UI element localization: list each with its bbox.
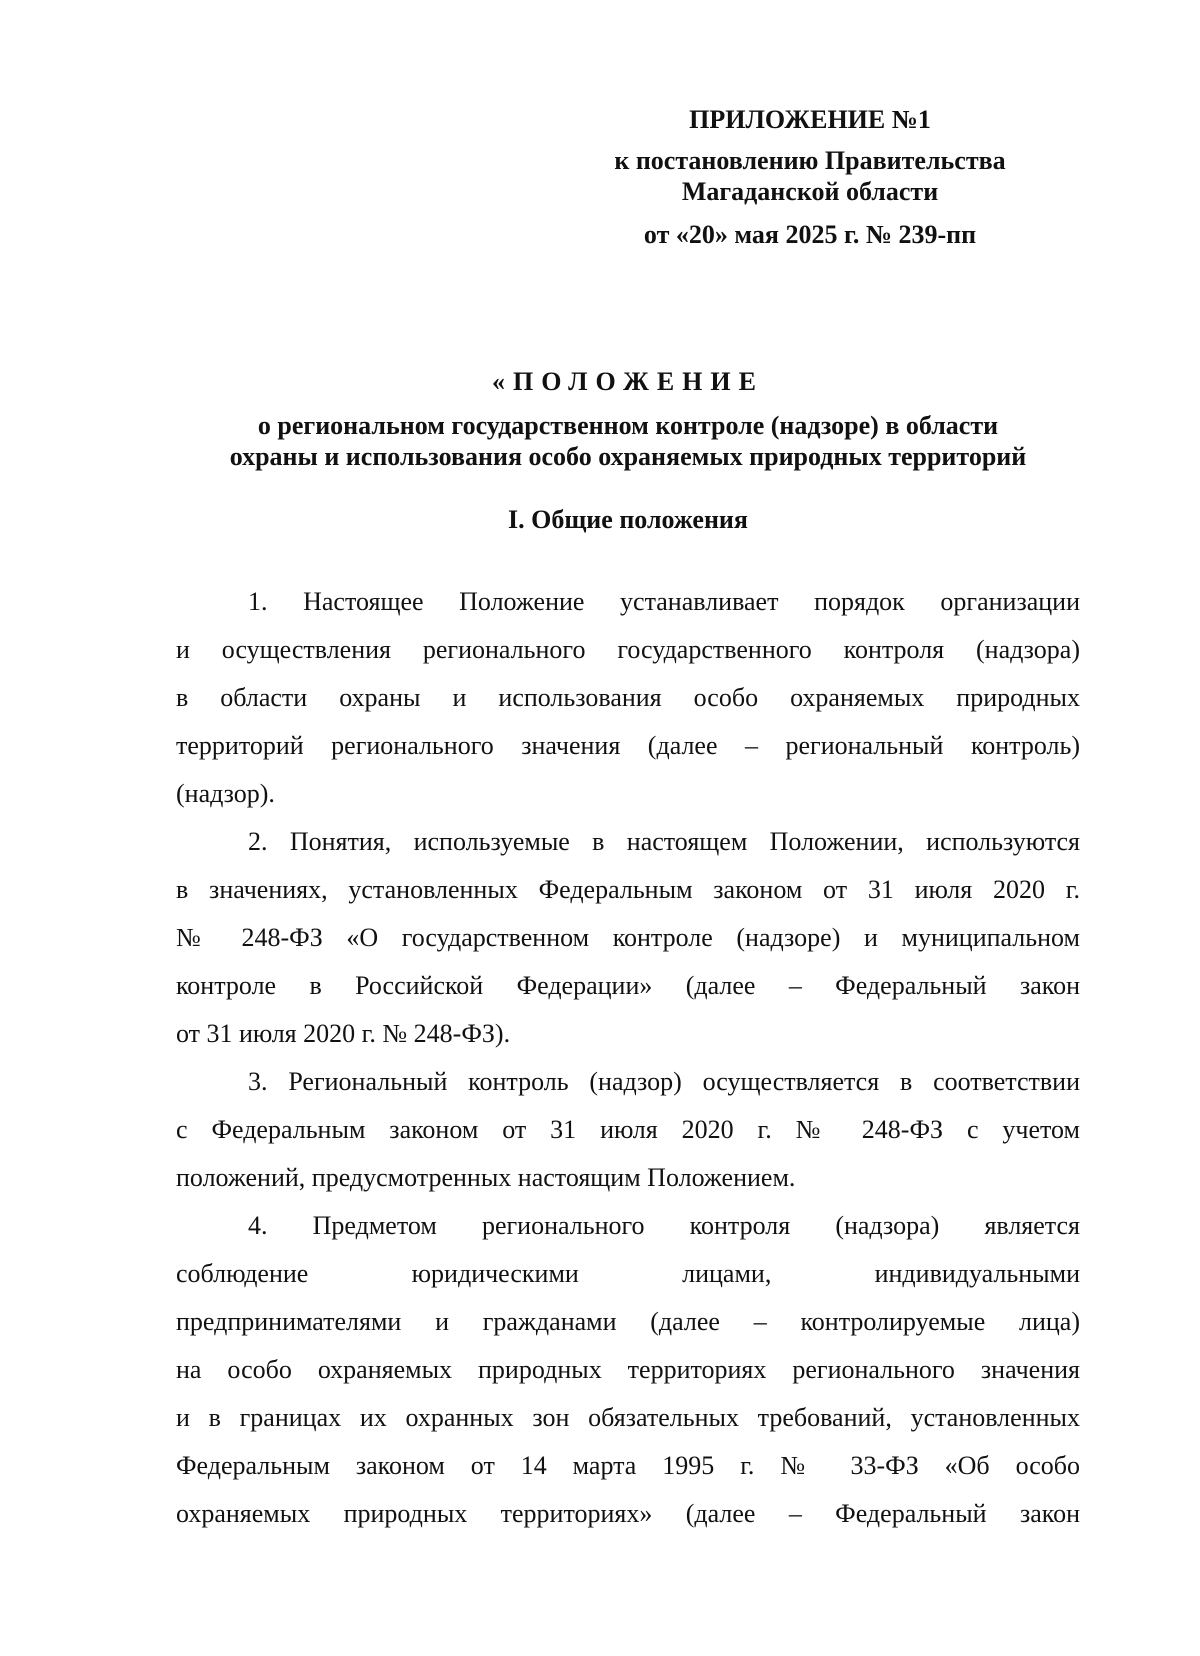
text-line: контроле в Российской Федерации» (далее – Федеральный закон: [176, 971, 1080, 1000]
text-line: положений, предусмотренных настоящим Положением.: [176, 1163, 796, 1192]
appendix-date: от «20» мая 2025 г. № 239-пп: [643, 220, 977, 249]
text-line: охраняемых природных территориях» (далее – Федеральный закон: [176, 1499, 1080, 1528]
text-line: № 248-ФЗ «О государственном контроле (надзоре) и муниципальном: [176, 923, 1080, 952]
text-line: в области охраны и использования особо охраняемых природных: [176, 683, 1080, 712]
section-heading: I. Общие положения: [508, 505, 748, 534]
paragraph-4: [176, 1202, 1080, 1538]
text-line: Федеральным законом от 14 марта 1995 г. № 33-ФЗ «Об особо: [176, 1451, 1080, 1480]
text-line: 1. Настоящее Положение устанавливает порядок организации: [248, 587, 1080, 616]
appendix-line-1: к постановлению Правительства: [614, 146, 1006, 175]
document-title: «ПОЛОЖЕНИЕ: [492, 367, 764, 396]
text-line: на особо охраняемых природных территориях регионального значения: [176, 1355, 1080, 1384]
paragraph-1: [176, 578, 1080, 818]
text-line: и осуществления регионального государственного контроля (надзора): [176, 635, 1080, 664]
document-subtitle: [176, 410, 1080, 472]
paragraph-3: [176, 1058, 1080, 1202]
paragraph-2: [176, 818, 1080, 1058]
text-line: 2. Понятия, используемые в настоящем Положении, используются: [248, 827, 1080, 856]
text-line: (надзор).: [176, 779, 275, 808]
text-line: территорий регионального значения (далее – региональный контроль): [176, 731, 1080, 760]
text-line: соблюдение юридическими лицами, индивидуальными: [176, 1259, 1080, 1288]
body-text: [176, 578, 1080, 1538]
text-line: предпринимателями и гражданами (далее – контролируемые лица): [176, 1307, 1080, 1336]
appendix-title: ПРИЛОЖЕНИЕ №1: [689, 105, 931, 134]
document-subtitle-line-1: о региональном государственном контроле (надзоре) в области: [257, 411, 999, 440]
text-line: с Федеральным законом от 31 июля 2020 г. № 248-ФЗ с учетом: [176, 1115, 1080, 1144]
appendix-line-2: Магаданской области: [681, 177, 939, 206]
text-line: 4. Предметом регионального контроля (надзора) является: [248, 1211, 1080, 1240]
text-line: и в границах их охранных зон обязательных требований, установленных: [176, 1403, 1080, 1432]
document-subtitle-line-2: охраны и использования особо охраняемых природных территорий: [229, 442, 1027, 471]
appendix-block: [580, 104, 1040, 250]
text-line: в значениях, установленных Федеральным законом от 31 июля 2020 г.: [176, 875, 1080, 904]
text-line: от 31 июля 2020 г. № 248-ФЗ).: [176, 1019, 511, 1048]
text-line: 3. Региональный контроль (надзор) осуществляется в соответствии: [248, 1067, 1080, 1096]
